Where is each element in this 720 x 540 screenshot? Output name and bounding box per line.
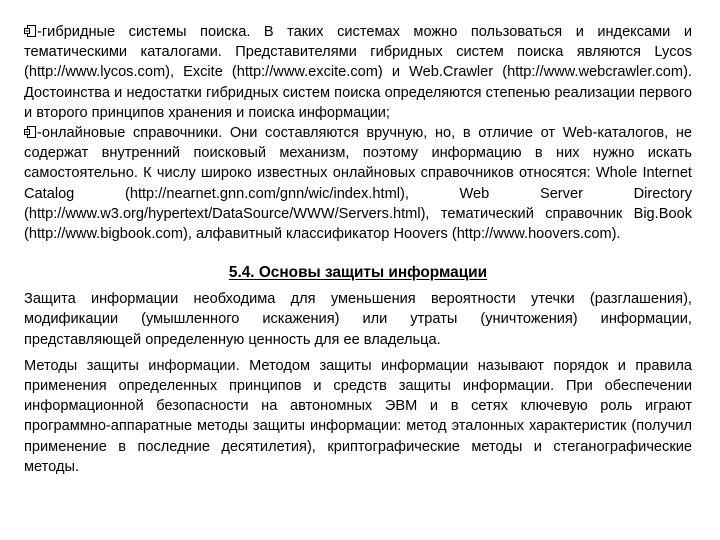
paragraph-protection-purpose: Защита информации необходима для уменьшения вероятности утечки (разглашения), модификации (умышленного искажения) или утраты (уничтожения) информации, представляющей определенную ценность для ее владельца. [24,291,692,348]
bullet-item-online-directories [24,123,692,244]
bullet-text: -онлайновые справочники. Они составляются вручную, но, в отличие от Web-каталогов, не содержат внутренний поисковый механизм, поэтому информацию в них нужно искать самостоятельно. К числу широко известных онлайновых справочников относятся: Whole Internet Catalog (http://nearnet.gnn.com/gnn/wic/index.html), Web Server Directory (http://www.w3.org/hypertext/DataSource/WWW/Servers.html), тематический справочник Big.Book (http://www.bigbook.com), алфавитный классификатор Hoovers (http://www.hoovers.com). [24,125,692,243]
paragraph-protection-methods: Методы защиты информации. Методом защиты информации называют порядок и правила применения определенных принципов и средств защиты информации. При обеспечении информационной безопасности на автономных ЭВМ и в сетях ключевую роль играют программно-аппаратные методы защиты информации: метод эталонных характеристик (получил применение в последние десятилетия), криптографические методы и стеганографические методы. [24,357,692,475]
document-bullet-icon [24,126,36,138]
bullet-text: -гибридные системы поиска. В таких системах можно пользоваться и индексами и тематическими каталогами. Представителями гибридных систем поиска являются Lycos (http://www.lycos.com), Excite (http://www.excite.com) и Web.Crawler (http://www.webcrawler.com). Достоинства и недостатки гибридных систем поиска определяются степенью реализации первого и второго принципов хранения и поиска информации; [24,24,692,121]
section-heading [24,262,692,283]
document-page [24,22,692,477]
document-bullet-icon [24,25,36,37]
bullet-item-hybrid-search [24,22,692,123]
section-title: 5.4. Основы защиты информации [228,264,488,282]
